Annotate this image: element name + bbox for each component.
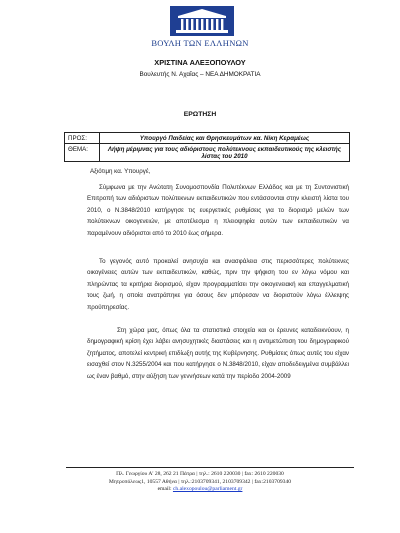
mp-role: Βουλευτής Ν. Αχαΐας – ΝΕΑ ΔΗΜΟΚΡΑΤΙΑ [139,71,261,78]
parliament-building-logo [170,6,234,36]
footer-divider [66,467,354,468]
footer-address-athens: Μητροπόλεως1, 10557 Αθήνα | τηλ.:2103709341, 2103709342 | fax:2103709340 [108,478,292,485]
paragraph-3: Στη χώρα μας, όπως όλα τα στατιστικά στοιχεία και οι έρευνες καταδεικνύουν, η δημογραφική κρίση έχει λάβει ανησυχητικές διαστάσεις και η αντιμετώπιση του δημογραφικού ζητήματος, αποτελεί κεντρική επιδίωξη αυτής της Κυβέρνησης. Ρυθμίσεις όπως αυτές του είχαν εισαχθεί στον Ν.3255/2004 και που κατήργησε ο Ν.3848/2010, είχαν αποδεδειγμένα συμβάλλει ως έναν βαθμό, στην αύξηση των γεννήσεων κατά την περίοδο 2004-2009 [87,327,349,380]
parliament-title: ΒΟΥΛΗ ΤΩΝ ΕΛΛΗΝΩΝ [151,38,249,48]
footer [0,471,400,494]
to-row [65,133,350,144]
subject-row [65,144,350,162]
to-label: ΠΡΟΣ: [65,133,100,144]
subject-value: Λήψη μέριμνας για τους αδιόριστους πολύτεκνους εκπαιδευτικούς της κλειστής λίστας του 2010 [100,144,350,162]
subject-label: ΘΕΜΑ: [65,144,100,162]
footer-address-patra: Πλ. Γεωργίου Α' 28, 262 21 Πάτρα | τηλ.: 2610 220030 | fax: 2610 220030 [116,471,284,477]
to-value: Υπουργό Παιδείας και Θρησκευμάτων κα. Νίκη Κεραμέως [100,133,350,144]
paragraph-1: Σύμφωνα με την Ανώτατη Συνομοσπονδία Πολυτέκνων Ελλάδος και με τη Συντονιστική Επιτροπή των αδιόριστων πολύτεκνων εκπαιδευτικών που εντάσσονται στην κλειστή λίστα του 2010, ο Ν.3848/2010 κατήργησε τις ευεργετικές ρυθμίσεις για το διορισμό μελών των πολύτεκνων οικογενειών, με αποτέλεσμα η πλειοψηφία αυτών των εκπαιδευτικών να παραμένουν αδιόριστοι από το 2010 έως σήμερα. [87,184,349,237]
email-link[interactable]: ch.alexopoulou@parliament.gr [172,486,243,493]
mp-name: ΧΡΙΣΤΙΝΑ ΑΛΕΞΟΠΟΥΛΟΥ [154,58,246,67]
document-heading: ΕΡΩΤΗΣΗ [183,111,217,118]
addressee-table [64,132,350,162]
paragraph-2: Το γεγονός αυτό προκαλεί ανησυχία και ανασφάλεια στις περισσότερες πολύτεκνες οικογένειες αυτών των εκπαιδευτικών, καθώς, πριν την ψήφιση του εν λόγω νόμου και πληρώντας τα κριτήρια διορισμού, είχαν προγραμματίσει την οικογενειακή και επαγγελματική τους ζωή, η οποία ανατράπηκε για όσους δεν μπόρεσαν να διοριστούν λόγω έλλειψης προϋπηρεσίας. [87,258,349,311]
greeting: Αξιότιμη κα. Υπουργέ, [90,168,151,175]
footer-email-line [0,486,400,494]
email-label: email: [157,486,172,493]
